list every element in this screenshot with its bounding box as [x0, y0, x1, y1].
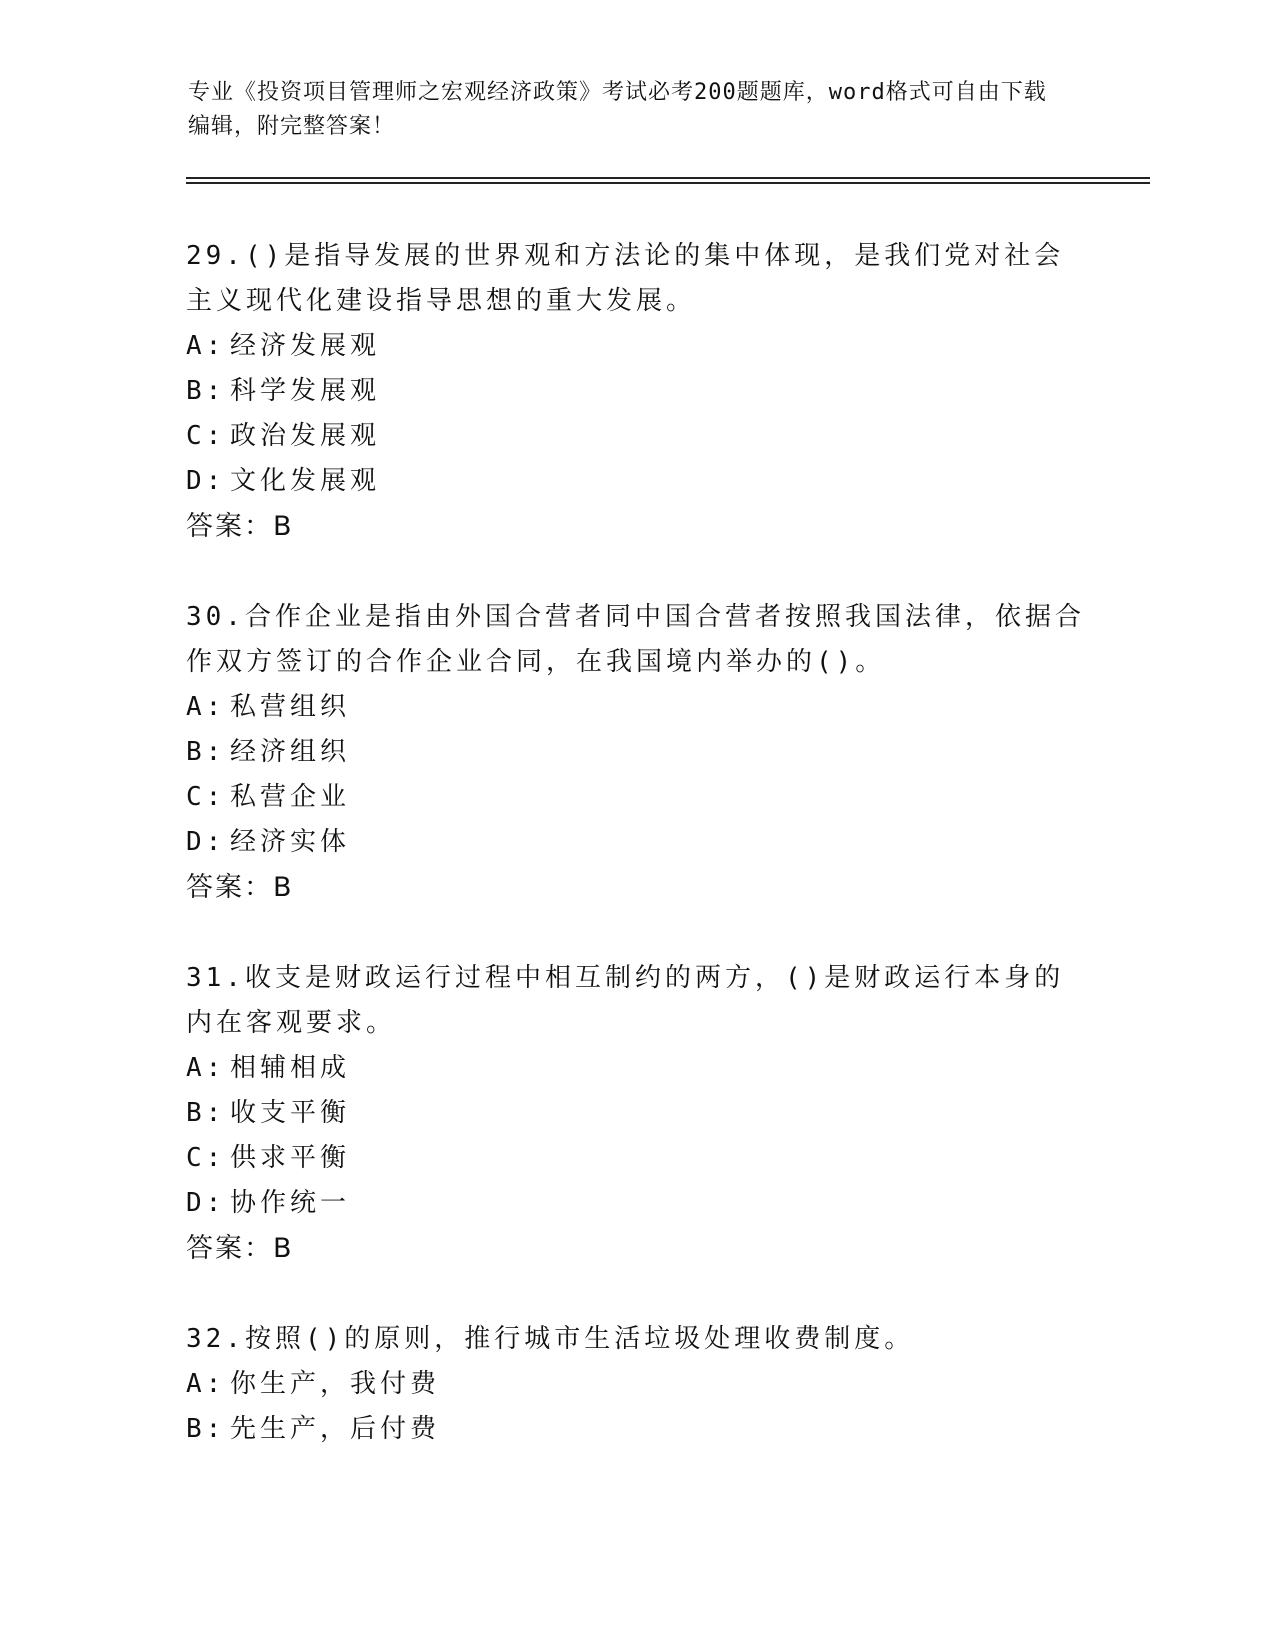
question-list	[186, 234, 1086, 1498]
option-letter: B:	[186, 737, 226, 767]
option-text: 相辅相成	[230, 1053, 351, 1083]
option-text: 文化发展观	[230, 466, 381, 496]
option-letter: B:	[186, 1098, 226, 1128]
option-letter: A:	[186, 692, 226, 722]
option-text: 协作统一	[230, 1188, 351, 1218]
option-text: 经济发展观	[230, 331, 381, 361]
answer: 答案：B	[186, 511, 294, 542]
option-d	[186, 1181, 1086, 1226]
option-b	[186, 1091, 1086, 1136]
option-text: 私营组织	[230, 692, 351, 722]
option-letter: C:	[186, 1143, 226, 1173]
option-a	[186, 1362, 1086, 1407]
option-a	[186, 324, 1086, 369]
option-letter: D:	[186, 466, 226, 496]
question-29	[186, 234, 1086, 549]
option-text: 科学发展观	[230, 376, 381, 406]
option-text: 你生产，我付费	[230, 1369, 441, 1399]
option-text: 先生产，后付费	[230, 1414, 441, 1444]
option-letter: C:	[186, 782, 226, 812]
option-c	[186, 1136, 1086, 1181]
option-letter: D:	[186, 1188, 226, 1218]
option-letter: C:	[186, 421, 226, 451]
option-c	[186, 414, 1086, 459]
option-letter: A:	[186, 331, 226, 361]
answer: 答案：B	[186, 1233, 294, 1264]
question-30	[186, 595, 1086, 910]
option-b	[186, 1407, 1086, 1452]
option-text: 经济实体	[230, 827, 351, 857]
question-32	[186, 1317, 1086, 1452]
question-stem: 32.按照()的原则，推行城市生活垃圾处理收费制度。	[186, 1324, 915, 1354]
option-letter: A:	[186, 1053, 226, 1083]
option-text: 政治发展观	[230, 421, 381, 451]
option-text: 私营企业	[230, 782, 351, 812]
question-stem: 31.收支是财政运行过程中相互制约的两方，()是财政运行本身的内在客观要求。	[186, 963, 1065, 1038]
option-c	[186, 775, 1086, 820]
question-stem: 29.()是指导发展的世界观和方法论的集中体现，是我们党对社会主义现代化建设指导思想的重大发展。	[186, 241, 1065, 316]
document-header: 专业《投资项目管理师之宏观经济政策》考试必考200题题库，word格式可自由下载编辑，附完整答案！	[188, 80, 1047, 139]
option-letter: B:	[186, 1414, 226, 1444]
option-d	[186, 820, 1086, 865]
option-text: 收支平衡	[230, 1098, 351, 1128]
option-letter: B:	[186, 376, 226, 406]
option-b	[186, 730, 1086, 775]
answer: 答案：B	[186, 872, 294, 903]
header-divider-top	[186, 177, 1150, 179]
option-letter: A:	[186, 1369, 226, 1399]
option-b	[186, 369, 1086, 414]
option-text: 经济组织	[230, 737, 351, 767]
option-a	[186, 685, 1086, 730]
question-31	[186, 956, 1086, 1271]
option-a	[186, 1046, 1086, 1091]
option-letter: D:	[186, 827, 226, 857]
question-stem: 30.合作企业是指由外国合营者同中国合营者按照我国法律，依据合作双方签订的合作企业合同，在我国境内举办的()。	[186, 602, 1085, 677]
option-text: 供求平衡	[230, 1143, 351, 1173]
header-divider-bottom	[186, 182, 1150, 184]
option-d	[186, 459, 1086, 504]
